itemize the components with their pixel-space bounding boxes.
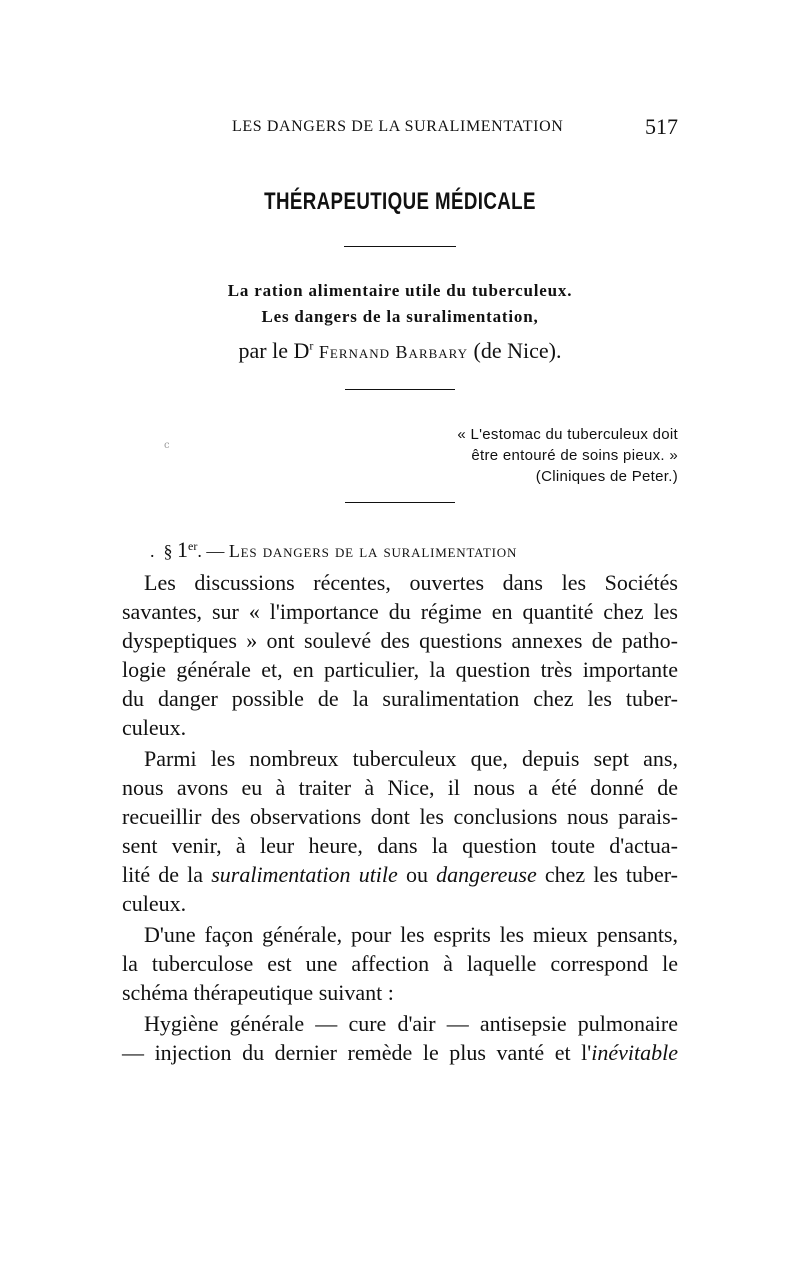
section-title-text: Les dangers de la suralimentation <box>228 541 518 561</box>
divider-rule <box>344 246 456 247</box>
byline-sup: r <box>309 338 314 353</box>
section-sign: § <box>163 541 173 561</box>
byline-suffix: (de Nice). <box>468 338 562 363</box>
section-dot: . <box>150 541 155 561</box>
paragraph-line: savantes, sur « l'importance du régime en quantité chez les <box>122 599 678 624</box>
paragraph-line <box>122 860 678 889</box>
section-number-sup: er <box>188 539 198 553</box>
italic-run: suralimentation utile <box>211 862 398 887</box>
running-title: LES DANGERS DE LA SURALIMENTATION <box>232 118 564 135</box>
byline-prefix: par le D <box>238 338 310 363</box>
byline <box>0 338 800 364</box>
section-heading: THÉRAPEUTIQUE MÉDICALE <box>264 188 536 215</box>
italic-run: inévitable <box>591 1040 678 1065</box>
paragraph-line: culeux. <box>122 715 187 740</box>
text-run: lité de la <box>122 862 212 887</box>
divider-rule <box>345 389 455 390</box>
paragraph-line: nous avons eu à traiter à Nice, il nous a été donné de <box>122 775 678 800</box>
paragraph-line: sent venir, à leur heure, dans la question toute d'actua- <box>122 833 678 858</box>
paragraph-line: du danger possible de la suralimentation chez les tuber- <box>122 686 678 711</box>
epigraph-line: être entouré de soins pieux. » <box>471 447 678 464</box>
page-number: 517 <box>645 114 678 139</box>
section-dash: . — <box>197 541 229 561</box>
section-title <box>150 537 517 563</box>
paragraph-line: la tuberculose est une affection à laquelle correspond le <box>122 951 678 976</box>
paragraph-line: D'une façon générale, pour les esprits les mieux pensants, <box>144 922 678 947</box>
running-head <box>118 114 678 142</box>
author-name: Fernand Barbary <box>318 342 469 362</box>
stray-mark: c <box>164 440 170 451</box>
paragraph-line: culeux. <box>122 891 187 916</box>
paragraph-line: Parmi les nombreux tuberculeux que, depuis sept ans, <box>144 746 678 771</box>
epigraph-line: « L'estomac du tuberculeux doit <box>457 426 678 443</box>
paragraph-line: Les discussions récentes, ouvertes dans les Sociétés <box>144 570 678 595</box>
paragraph-line: logie générale et, en particulier, la question très importante <box>122 657 678 682</box>
paragraph-line <box>122 1038 678 1067</box>
text-run: — injection du dernier remède le plus vanté et l' <box>122 1040 592 1065</box>
epigraph-source: (Cliniques de Peter.) <box>535 468 678 485</box>
divider-rule <box>345 502 455 503</box>
article-title-line: La ration alimentaire utile du tuberculeux. <box>227 281 573 300</box>
body-text <box>122 568 678 1067</box>
italic-run: dangereuse <box>436 862 537 887</box>
section-number: 1 <box>177 537 188 562</box>
text-run: ou <box>397 862 437 887</box>
paragraph-line: schéma thérapeutique suivant : <box>122 980 394 1005</box>
paragraph-line: recueillir des observations dont les conclusions nous parais- <box>122 804 678 829</box>
article-title-line: Les dangers de la suralimentation, <box>261 307 539 326</box>
text-run: chez les tuber- <box>536 862 678 887</box>
paragraph-line: dyspeptiques » ont soulevé des questions annexes de patho- <box>122 628 678 653</box>
paragraph-line: Hygiène générale — cure d'air — antisepsie pulmonaire <box>144 1011 678 1036</box>
